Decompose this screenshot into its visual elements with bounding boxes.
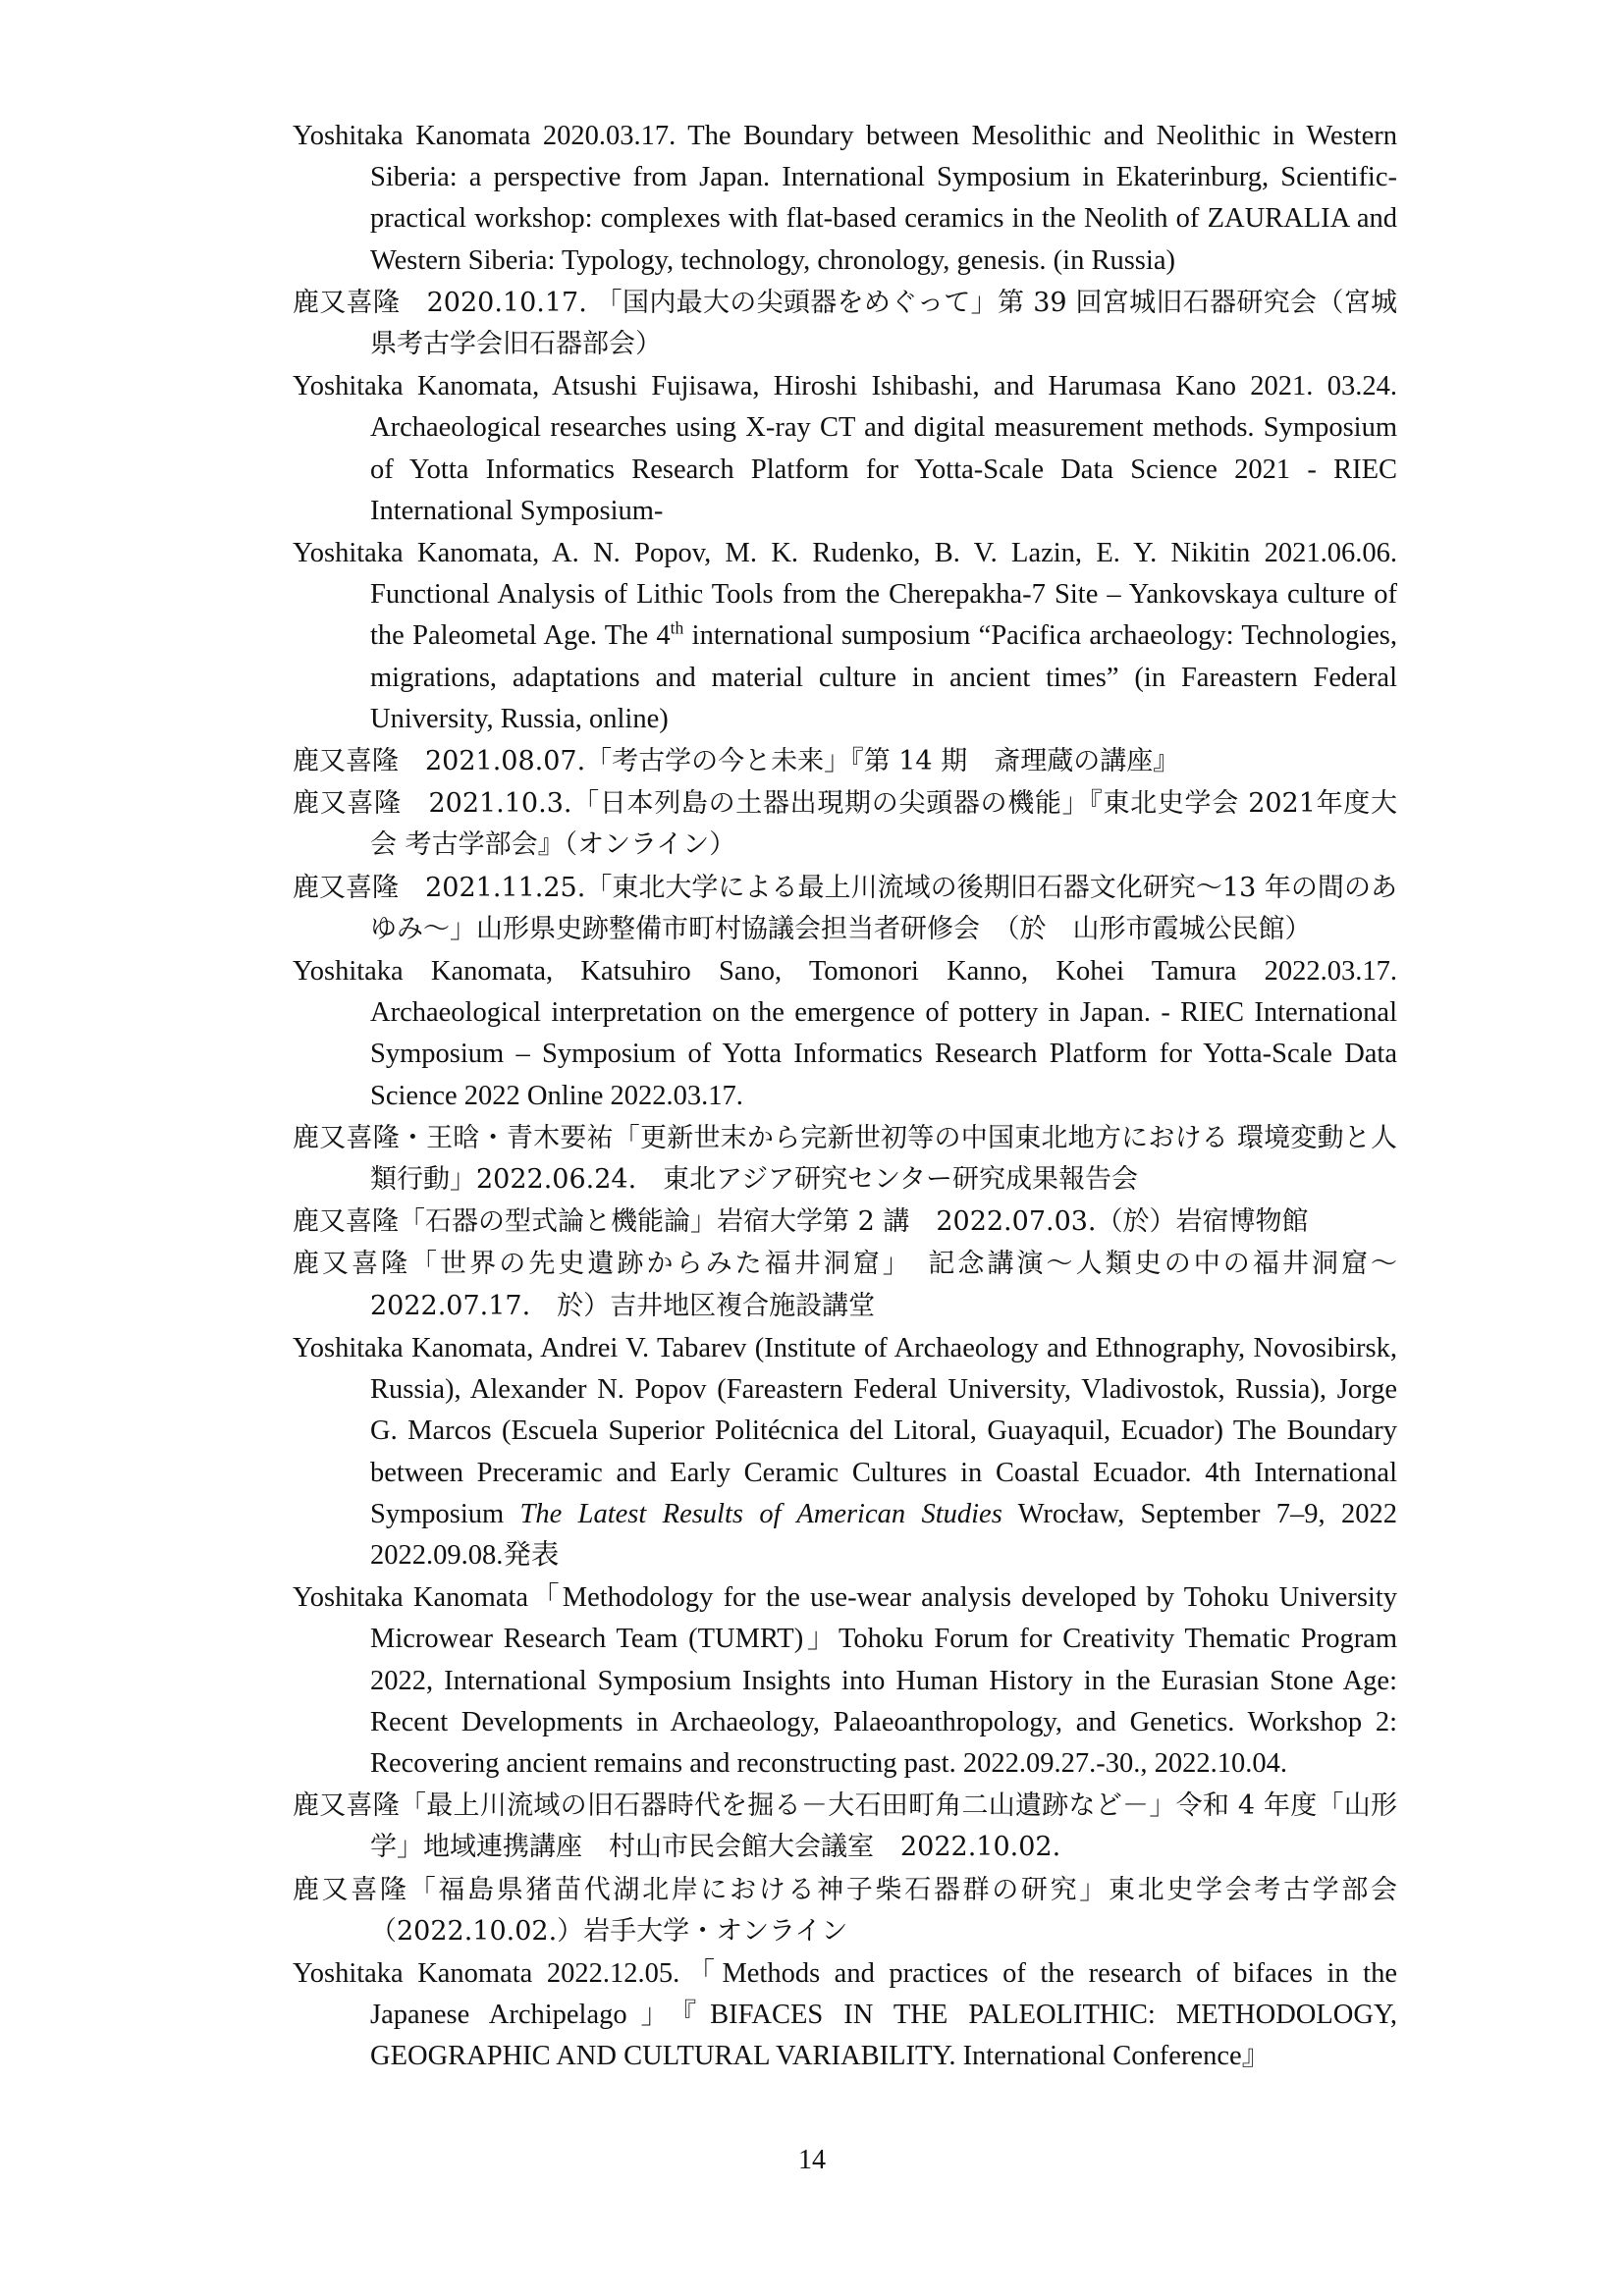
entry-text-after: international sumposium “Pacifica archaeology: Technologies, migrations, adaptations and material culture in ancient times” (in Fareastern Federal University, Russia, online) (370, 620, 1397, 734)
list-item: 鹿又喜隆 2021.08.07.「考古学の今と未来」『第 14 期 斎理蔵の講座』 (293, 746, 1180, 777)
entry-text-before: Yoshitaka Kanomata, Andrei V. Tabarev (Institute of Archaeology and Ethnography, Novosibirsk, Russia), Alexander N. Popov (Fareastern Federal University, Vladivostok, Russia), Jorge G. Marcos (Escuela Superior Politécnica del Litoral, Guayaquil, Ecuador) The Boundary between Preceramic and Early Ceramic Cultures in Coastal Ecuador. 4th International Symposium (293, 1332, 1397, 1529)
list-item: Yoshitaka Kanomata 2020.03.17. The Boundary between Mesolithic and Neolithic in Western Siberia: a perspective from Japan. International Symposium in Ekaterinburg, Scientific-practical workshop: complexes with flat-based ceramics in the Neolith of ZAURALIA and Western Siberia: Typology, technology, chronology, genesis. (in Russia) (293, 121, 1397, 276)
list-item (293, 1328, 1397, 1576)
list-item: 鹿又喜隆「最上川流域の旧石器時代を掘る－大石田町角二山遺跡など－」令和 4 年度「山形学」地域連携講座 村山市民会館大会議室 2022.10.02. (293, 1790, 1397, 1863)
list-item: Yoshitaka Kanomata 2022.12.05.「Methods and practices of the research of bifaces in the Japanese Archipelago」『BIFACES IN THE PALEOLITHIC: METHODOLOGY, GEOGRAPHIC AND CULTURAL VARIABILITY. International Conference』 (293, 1957, 1397, 2072)
list-item: 鹿又喜隆・王晗・青木要祐「更新世末から完新世初等の中国東北地方における 環境変動と人類行動」2022.06.24. 東北アジア研究センター研究成果報告会 (293, 1122, 1397, 1196)
list-item: Yoshitaka Kanomata, Atsushi Fujisawa, Hiroshi Ishibashi, and Harumasa Kano 2021. 03.24. Archaeological researches using X-ray CT and digital measurement methods. Symposium of Yotta Informatics Research Platform for Yotta-Scale Data Science 2021 - RIEC International Symposium- (293, 371, 1397, 526)
ordinal-suffix: th (670, 617, 684, 638)
list-item (293, 533, 1397, 740)
reference-list (293, 116, 1397, 2079)
list-item: 鹿又喜隆 2021.11.25.「東北大学による最上川流域の後期旧石器文化研究～13 年の間のあゆみ～」山形県史跡整備市町村協議会担当者研修会 （於 山形市霞城公民館） (293, 872, 1397, 944)
entry-text-before: Yoshitaka Kanomata, A. N. Popov, M. K. Rudenko, B. V. Lazin, E. Y. Nikitin 2021.06.06. Functional Analysis of Lithic Tools from the Cherepakha-7 Site – Yankovskaya culture of the Paleometal Age. The 4 (293, 538, 1397, 652)
list-item: 鹿又喜隆「福島県猪苗代湖北岸における神子柴石器群の研究」東北史学会考古学部会（2022.10.02.）岩手大学・オンライン (293, 1874, 1397, 1947)
entry-text-after: Wrocław, September 7–9, 2022 2022.09.08.発表 (370, 1498, 1397, 1571)
list-item: 鹿又喜隆「石器の型式論と機能論」岩宿大学第 2 講 2022.07.03.（於）岩宿博物館 (293, 1206, 1309, 1238)
list-item: 鹿又喜隆 2021.10.3.「日本列島の土器出現期の尖頭器の機能」『東北史学会 2021年度大会 考古学部会』（オンライン） (293, 788, 1397, 861)
list-item: 鹿又喜隆 2020.10.17. 「国内最大の尖頭器をめぐって」第 39 回宮城旧石器研究会（宮城県考古学会旧石器部会） (293, 287, 1397, 360)
list-item: Yoshitaka Kanomata, Katsuhiro Sano, Tomonori Kanno, Kohei Tamura 2022.03.17. Archaeological interpretation on the emergence of pottery in Japan. - RIEC International Symposium – Symposium of Yotta Informatics Research Platform for Yotta-Scale Data Science 2022 Online 2022.03.17. (293, 956, 1397, 1111)
page-number: 14 (798, 2145, 826, 2175)
list-item: Yoshitaka Kanomata「Methodology for the use-wear analysis developed by Tohoku University Microwear Research Team (TUMRT)」Tohoku Forum for Creativity Thematic Program 2022, International Symposium Insights into Human History in the Eurasian Stone Age: Recent Developments in Archaeology, Palaeoanthropology, and Genetics. Workshop 2: Recovering ancient remains and reconstructing past. 2022.09.27.-30., 2022.10.04. (293, 1582, 1397, 1779)
list-item: 鹿又喜隆「世界の先史遺跡からみた福井洞窟」 記念講演～人類史の中の福井洞窟～2022.07.17. 於）吉井地区複合施設講堂 (293, 1249, 1397, 1321)
symposium-title-italic: The Latest Results of American Studies (519, 1498, 1002, 1529)
